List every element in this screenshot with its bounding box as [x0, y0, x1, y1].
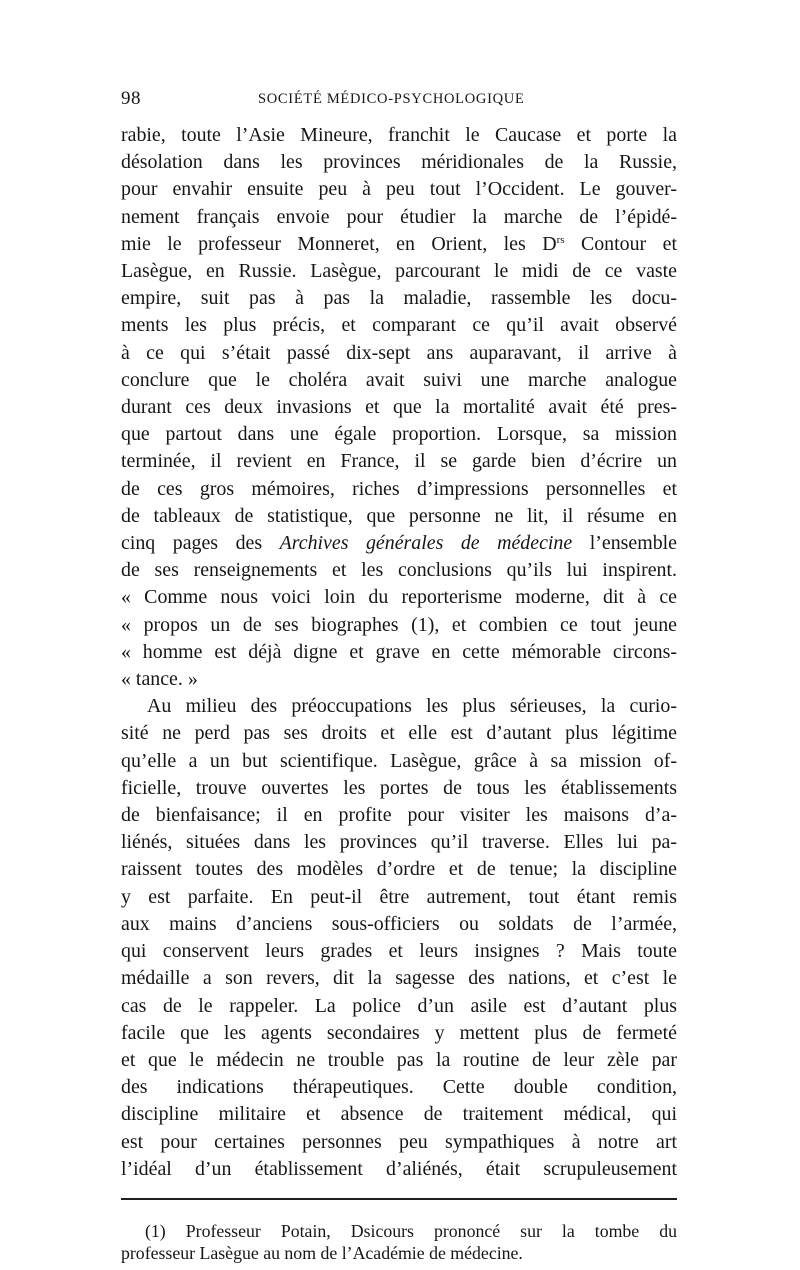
quote-line: « propos un de ses biographes (1), et combien ce tout jeune	[121, 613, 677, 636]
cited-journal-title: Archives générales de médecine	[279, 532, 573, 555]
quote-line: « tance. »	[121, 668, 198, 691]
body-text	[121, 122, 677, 1183]
text-line: médaille a son revers, dit la sagesse des nations, et c’est le	[121, 967, 677, 990]
text-line: l’idéal d’un établissement d’aliénés, était scrupuleusement	[121, 1157, 677, 1180]
text-line: cas de le rappeler. La police d’un asile est d’autant plus	[121, 994, 677, 1017]
footnote-line: professeur Lasègue au nom de l’Académie de médecine.	[121, 1242, 523, 1263]
text-line: Au milieu des préoccupations les plus sérieuses, la curio-	[147, 695, 677, 718]
paragraph-2	[121, 693, 677, 1183]
text-line: aux mains d’anciens sous-officiers ou soldats de l’armée,	[121, 912, 677, 935]
text-line: liénés, situées dans les provinces qu’il traverse. Elles lui pa-	[121, 831, 677, 854]
quote-line: « Comme nous voici loin du reporterisme moderne, dit à ce	[121, 586, 677, 609]
text-segment: mie le professeur Monneret, en Orient, les D	[121, 232, 557, 255]
text-line: ments les plus précis, et comparant ce qu’il avait observé	[121, 314, 677, 337]
text-segment: l’ensemble	[572, 532, 678, 555]
text-line: qui conservent leurs grades et leurs insignes ? Mais toute	[121, 940, 677, 963]
text-line: est pour certaines personnes peu sympathiques à notre art	[121, 1130, 677, 1153]
text-line: pour envahir ensuite peu à peu tout l’Occident. Le gouver-	[121, 178, 677, 201]
text-line: de ses renseignements et les conclusions qu’ils lui inspirent.	[121, 559, 677, 582]
footnote-divider	[121, 1198, 677, 1200]
text-line: facile que les agents secondaires y mettent plus de fermeté	[121, 1021, 677, 1044]
text-line: des indications thérapeutiques. Cette double condition,	[121, 1076, 677, 1099]
quote-line: « homme est déjà digne et grave en cette mémorable circons-	[121, 640, 677, 663]
text-line: à ce qui s’était passé dix-sept ans auparavant, il arrive à	[121, 341, 677, 364]
running-head	[121, 88, 677, 122]
text-line: qu’elle a un but scientifique. Lasègue, grâce à sa mission of-	[121, 749, 677, 772]
text-line: de tableaux de statistique, que personne ne lit, il résume en	[121, 504, 677, 527]
text-segment: Contour et	[564, 232, 677, 255]
text-line: discipline militaire et absence de traitement médical, qui	[121, 1103, 677, 1126]
text-line: empire, suit pas à pas la maladie, rassemble les docu-	[121, 287, 677, 310]
running-title: SOCIÉTÉ MÉDICO-PSYCHOLOGIQUE	[258, 91, 525, 107]
book-page	[121, 88, 677, 1264]
text-segment: cinq pages des	[121, 532, 280, 555]
text-line: rabie, toute l’Asie Mineure, franchit le Caucase et porte la	[121, 124, 677, 146]
text-line: de bienfaisance; il en profite pour visiter les maisons d’a-	[121, 804, 677, 827]
footnote	[121, 1220, 677, 1264]
text-line: sité ne perd pas ses droits et elle est d’autant plus légitime	[121, 722, 677, 745]
text-line: conclure que le choléra avait suivi une marche analogue	[121, 368, 677, 391]
page-number: 98	[121, 88, 141, 109]
text-line: que partout dans une égale proportion. Lorsque, sa mission	[121, 423, 677, 446]
text-line: durant ces deux invasions et que la mortalité avait été pres-	[121, 396, 677, 419]
text-line: terminée, il revient en France, il se garde bien d’écrire un	[121, 450, 677, 473]
superscript-abbreviation: rs	[556, 233, 565, 246]
text-line	[121, 530, 677, 557]
text-line: raissent toutes des modèles d’ordre et de tenue; la discipline	[121, 858, 677, 881]
text-line: Lasègue, en Russie. Lasègue, parcourant le midi de ce vaste	[121, 260, 677, 283]
text-line: de ces gros mémoires, riches d’impressions personnelles et	[121, 477, 677, 500]
text-line: désolation dans les provinces méridionales de la Russie,	[121, 151, 677, 174]
text-line: nement français envoie pour étudier la marche de l’épidé-	[121, 205, 677, 228]
text-line	[121, 231, 677, 258]
paragraph-1	[121, 122, 677, 693]
text-line: y est parfaite. En peut-il être autrement, tout étant remis	[121, 885, 677, 908]
text-line: et que le médecin ne trouble pas la routine de leur zèle par	[121, 1048, 677, 1071]
text-line: ficielle, trouve ouvertes les portes de tous les établissements	[121, 776, 677, 799]
footnote-line: (1) Professeur Potain, Dsicours prononcé sur la tombe du	[145, 1220, 677, 1241]
